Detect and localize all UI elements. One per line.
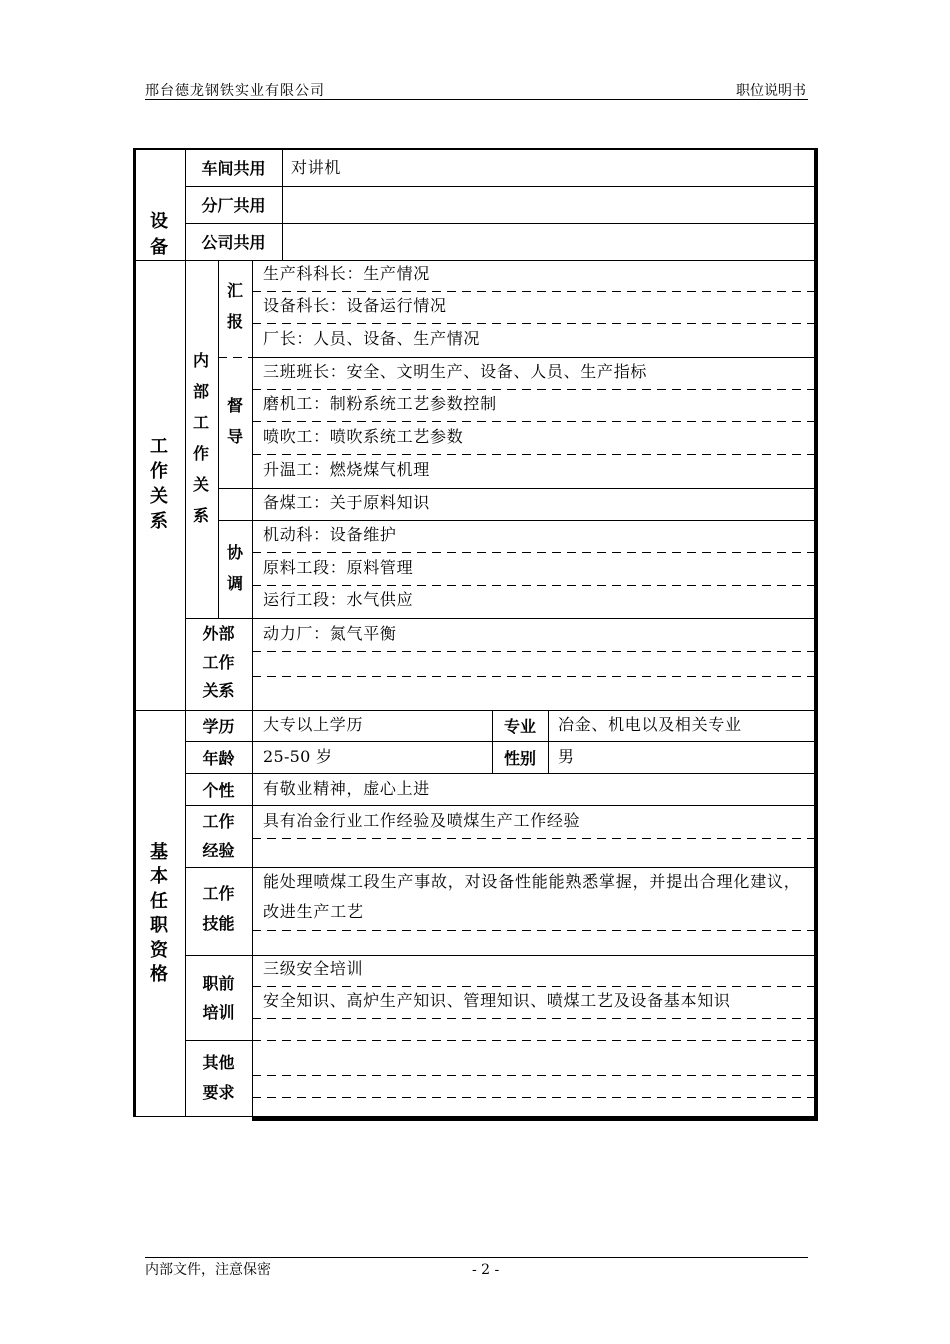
work-relations-section-label: 工作关系 [150, 436, 168, 532]
major-label: 专业 [503, 717, 536, 736]
dashed-line [252, 585, 815, 586]
dashed-line [252, 1075, 815, 1076]
relation-item: 设备科长：设备运行情况 [263, 296, 447, 315]
qualifications-section-label: 基本任职资格 [150, 842, 168, 986]
personality-label: 个性 [202, 780, 235, 800]
relation-item: 磨机工：制粉系统工艺参数控制 [263, 394, 497, 413]
grid-line [218, 520, 815, 521]
equipment-section-label: 设备 [150, 211, 168, 258]
dashed-line [252, 651, 815, 652]
relation-item: 运行工段：水气供应 [263, 590, 414, 609]
grid-line [133, 260, 815, 261]
grid-line [252, 357, 815, 358]
dashed-line [252, 930, 815, 931]
relation-item: 原料工段：原料管理 [263, 558, 414, 577]
report-group-label: 汇报 [226, 281, 243, 331]
internal-relations-label: 内部工作关系 [192, 351, 209, 525]
dashed-line [252, 1040, 815, 1041]
major-value: 冶金、机电以及相关专业 [558, 715, 742, 734]
dashed-line [252, 291, 815, 292]
relation-item: 升温工：燃烧煤气机理 [263, 460, 431, 479]
gender-label: 性别 [503, 748, 536, 768]
table-bottom-border-thick [252, 1116, 818, 1121]
relation-item: 生产科科长：生产情况 [263, 264, 431, 283]
grid-line [282, 149, 283, 260]
dashed-line [252, 1097, 815, 1098]
dashed-line [252, 454, 815, 455]
gender-value: 男 [558, 747, 575, 766]
grid-line [185, 1040, 252, 1041]
table-right-border [814, 148, 818, 1121]
training-label: 职前培训 [202, 974, 235, 1022]
header-rule [145, 99, 808, 100]
footer-confidential-note: 内部文件，注意保密 [145, 1262, 271, 1278]
supervise-group-label: 督导 [226, 396, 243, 446]
external-relations-label: 外部工作关系 [202, 624, 235, 700]
skills-label: 工作技能 [202, 884, 235, 933]
relation-item: 厂长：人员、设备、生产情况 [263, 329, 481, 348]
header-company-name: 邢台德龙钢铁实业有限公司 [145, 83, 325, 99]
grid-line [185, 618, 815, 619]
table-left-border [133, 148, 136, 1117]
relation-item: 机动科：设备维护 [263, 525, 397, 544]
education-label: 学历 [202, 717, 235, 736]
grid-line [185, 773, 815, 774]
experience-label: 工作经验 [202, 812, 235, 860]
training-item: 三级安全培训 [263, 959, 364, 978]
other-requirements-label: 其他要求 [202, 1053, 235, 1102]
footer-page-number: - 2 - [472, 1262, 500, 1278]
age-label: 年龄 [202, 748, 235, 768]
grid-line [185, 955, 815, 956]
dashed-line [252, 986, 815, 987]
dashed-line [252, 1018, 815, 1019]
personality-value: 有敬业精神，虚心上进 [263, 779, 431, 798]
equipment-workshop-label: 车间共用 [201, 159, 266, 178]
equipment-branch-label: 分厂共用 [201, 196, 266, 215]
relation-item: 动力厂：氮气平衡 [263, 624, 397, 643]
grid-line [218, 260, 219, 618]
footer-rule [145, 1257, 808, 1258]
grid-line [185, 149, 186, 1116]
dashed-line [252, 323, 815, 324]
dashed-line [252, 838, 815, 839]
relation-item: 喷吹工：喷吹系统工艺参数 [263, 427, 464, 446]
equipment-company-label: 公司共用 [201, 233, 266, 252]
grid-line [185, 805, 815, 806]
relation-item: 备煤工：关于原料知识 [263, 493, 431, 512]
experience-value: 具有冶金行业工作经验及喷煤生产工作经验 [263, 811, 581, 830]
training-item: 安全知识、高炉生产知识、管理知识、喷煤工艺及设备基本知识 [263, 991, 731, 1010]
table-bottom-border [133, 1116, 252, 1117]
dashed-line [252, 676, 815, 677]
age-value: 25-50 岁 [263, 747, 333, 766]
education-value: 大专以上学历 [263, 715, 364, 734]
coordinate-group-label: 协调 [226, 543, 243, 593]
dashed-line [218, 357, 252, 358]
grid-line [218, 488, 815, 489]
skills-value: 能处理喷煤工段生产事故，对设备性能能熟悉掌握，并提出合理化建议，改进生产工艺 [263, 872, 801, 921]
dashed-line [252, 389, 815, 390]
dashed-line [252, 552, 815, 553]
relation-item: 三班班长：安全、文明生产、设备、人员、生产指标 [263, 362, 648, 381]
header-document-title: 职位说明书 [736, 83, 806, 99]
equipment-workshop-value: 对讲机 [291, 158, 342, 177]
dashed-line [252, 421, 815, 422]
